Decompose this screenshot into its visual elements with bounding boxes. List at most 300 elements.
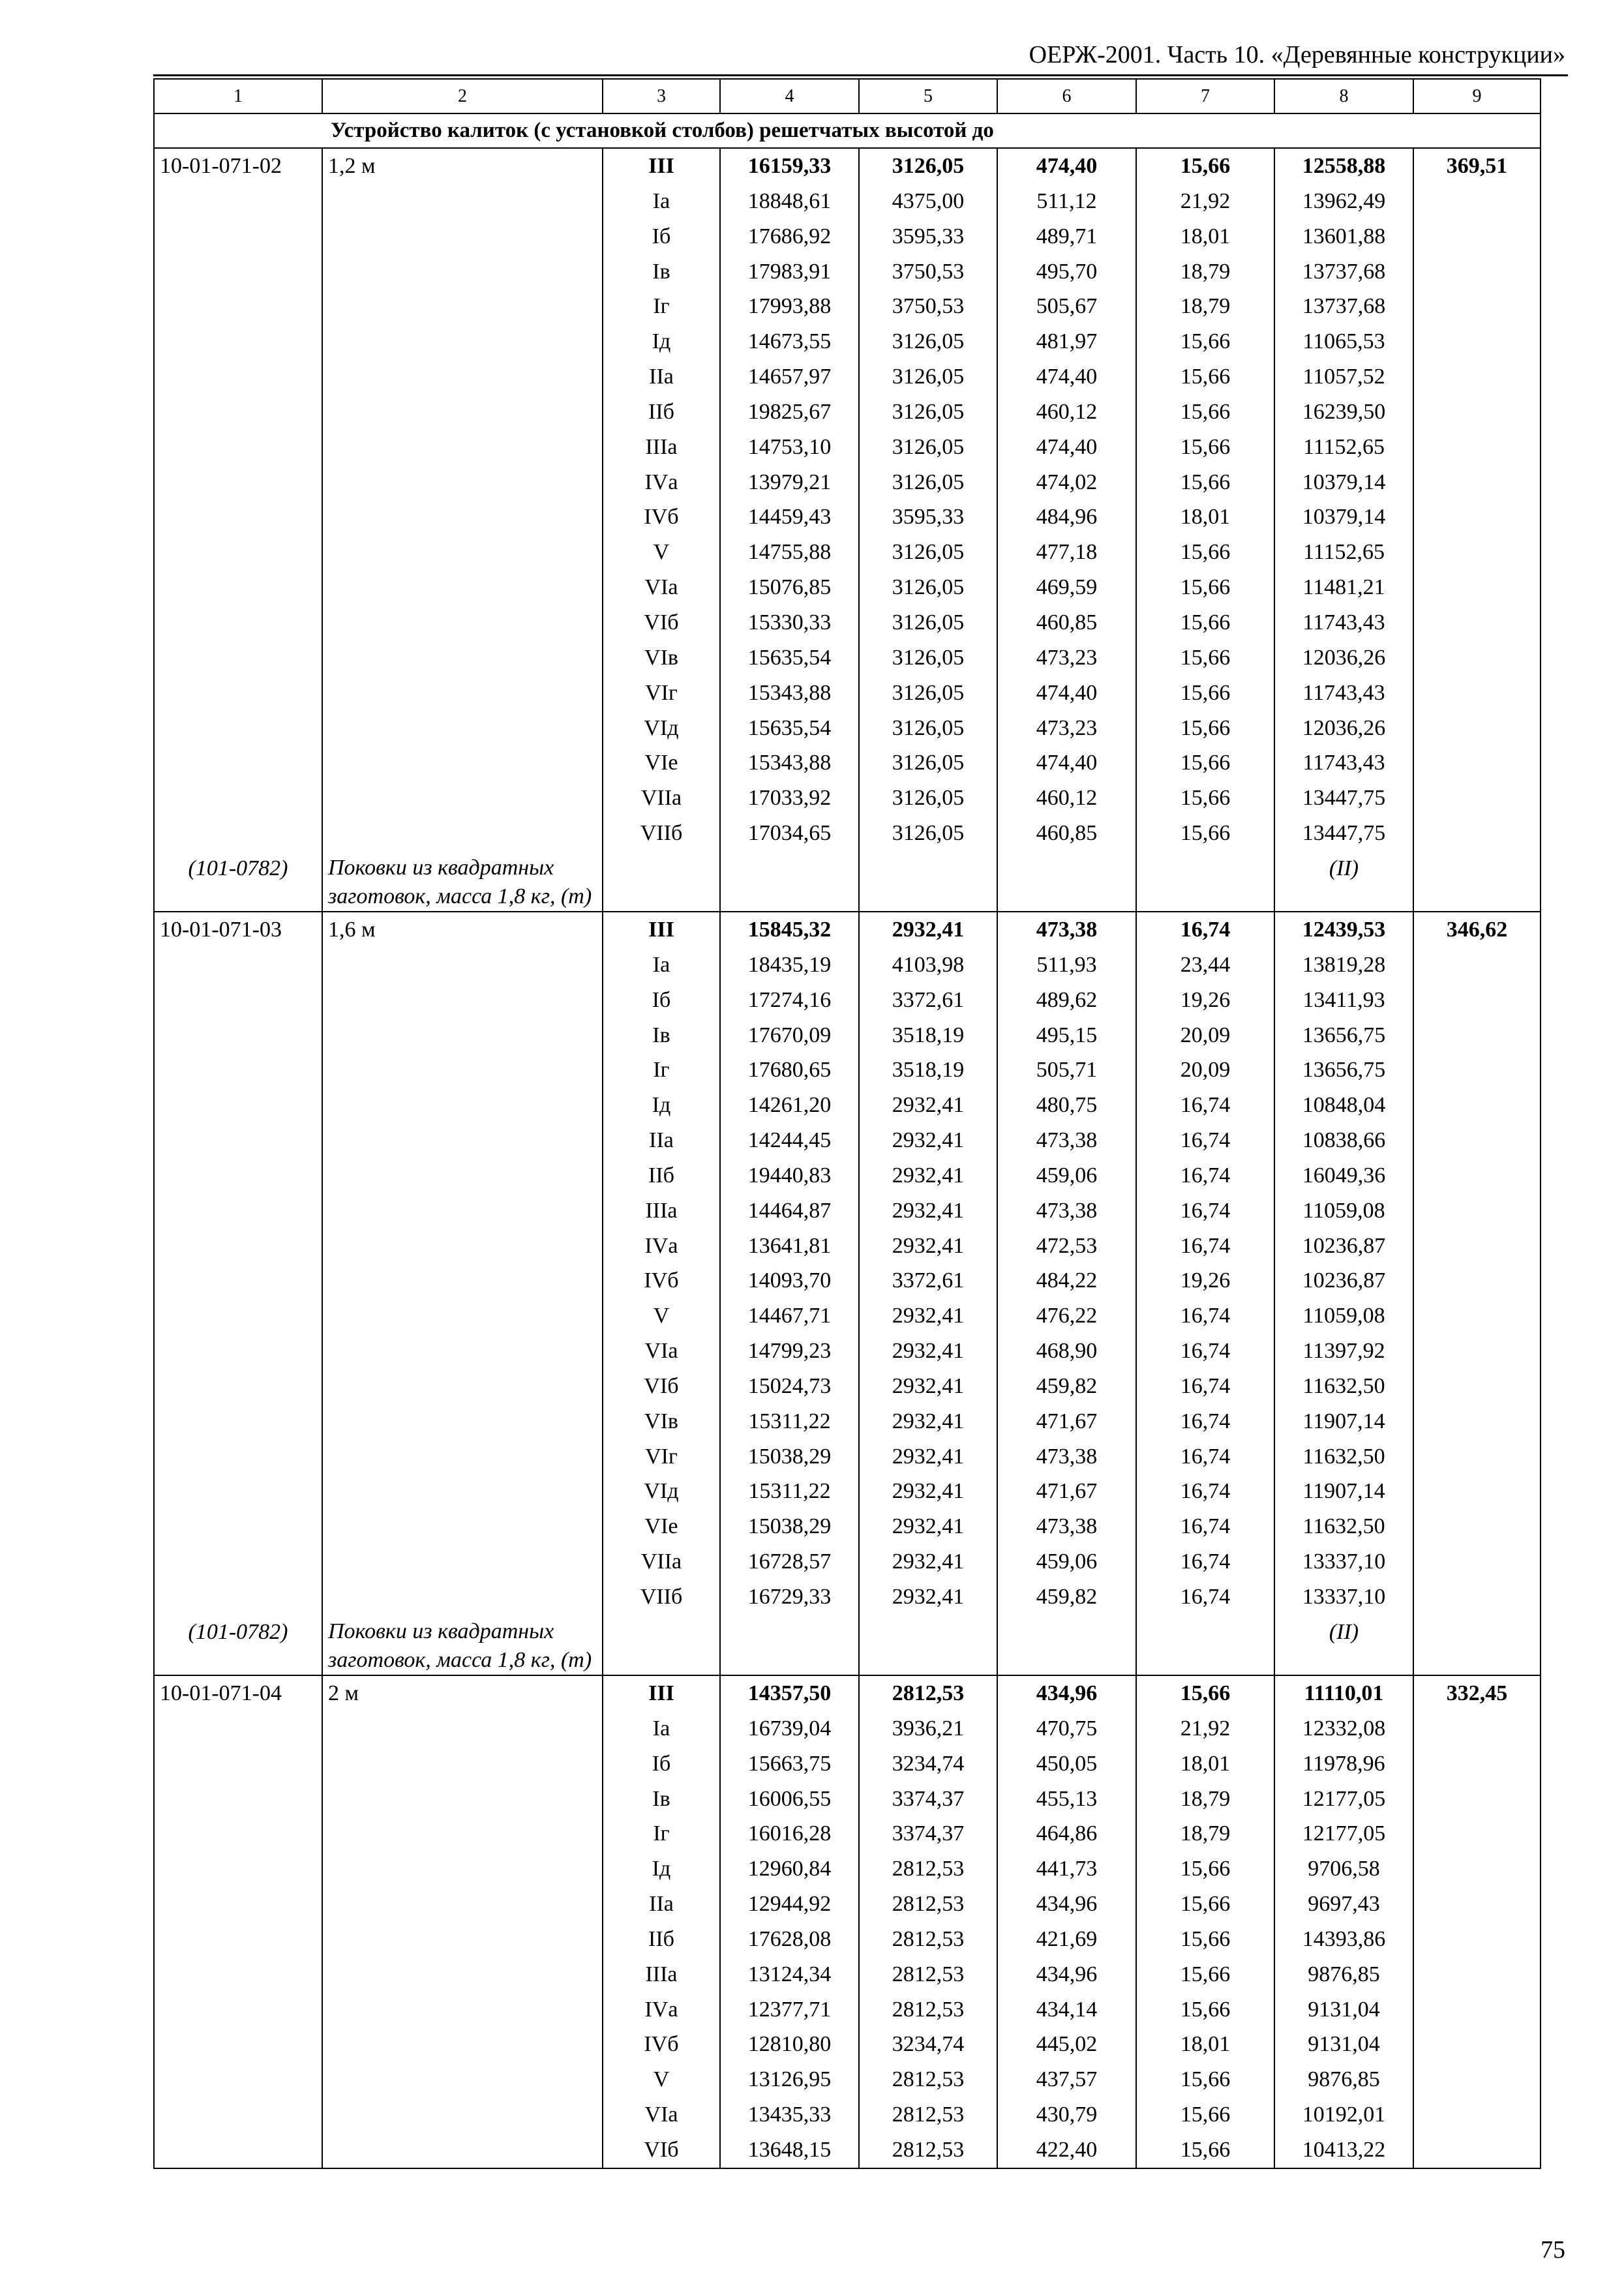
cell-value: 13124,34 (747, 1962, 832, 1986)
cell-value: 16,74 (1180, 1163, 1231, 1188)
cell-value: 2812,53 (892, 2137, 965, 2162)
cell-value: 473,23 (1036, 715, 1098, 740)
cell-value: 476,22 (1036, 1304, 1098, 1328)
cell-value: 12332,08 (1302, 1716, 1386, 1741)
cell-value: 4103,98 (892, 952, 965, 977)
rate-block-row (154, 1675, 1541, 2168)
column-number: 4 (720, 79, 859, 113)
cell-value: 489,62 (1036, 987, 1098, 1012)
cell-value: 2932,41 (892, 1585, 965, 1609)
cell-value: 12439,53 (1302, 917, 1386, 942)
cell-value: 16049,36 (1302, 1163, 1386, 1188)
cell-value: 19,26 (1180, 987, 1231, 1012)
cell-value: 9706,58 (1308, 1857, 1380, 1881)
cell-value: 3595,33 (892, 224, 965, 248)
cell-value: 3595,33 (892, 505, 965, 530)
cell-value: 434,14 (1036, 1997, 1098, 2022)
cell-value: 17033,92 (747, 786, 832, 811)
cell-value: 16016,28 (747, 1821, 832, 1846)
page-number: 75 (1541, 2236, 1565, 2264)
cell-value: 10236,87 (1302, 1233, 1386, 1258)
cell-value: 12177,05 (1302, 1786, 1386, 1811)
cell-value: 13737,68 (1302, 294, 1386, 319)
cell-value: 20,09 (1180, 1023, 1231, 1047)
cell-value: 2812,53 (892, 1857, 965, 1881)
cell-value: VIд (644, 715, 679, 740)
cell-value: III (648, 917, 674, 942)
cell-value: 3126,05 (892, 680, 965, 705)
cell-value: 484,96 (1036, 505, 1098, 530)
cell-value: 13737,68 (1302, 259, 1386, 284)
cell-value: 434,96 (1036, 1892, 1098, 1917)
column-number: 3 (603, 79, 720, 113)
cell-value: 430,79 (1036, 2102, 1098, 2127)
rate-code-cell (154, 912, 322, 1675)
cell-value: 11152,65 (1303, 434, 1385, 459)
rate-code: 10-01-071-02 (160, 154, 282, 178)
cell-value: 13337,10 (1302, 1585, 1386, 1609)
machines-cell (997, 148, 1136, 912)
total-cost-cell (720, 1675, 859, 2168)
cell-value: VIIб (640, 1585, 683, 1609)
cell-value: 471,67 (1036, 1409, 1098, 1433)
cell-value: 3126,05 (892, 715, 965, 740)
cell-value: 11632,50 (1302, 1514, 1385, 1539)
zone-cell (603, 148, 720, 912)
cell-value: 3518,19 (892, 1023, 965, 1047)
cell-value: 14261,20 (747, 1093, 832, 1118)
section-title: Устройство калиток (с установкой столбов) решетчатых высотой до (331, 119, 994, 142)
cell-value: V (653, 1304, 670, 1328)
cell-value: 468,90 (1036, 1339, 1098, 1364)
cell-value: 14244,45 (747, 1128, 832, 1153)
cell-value: IVа (644, 470, 678, 494)
cell-value: 18,79 (1180, 1786, 1231, 1811)
cell-value: 11907,14 (1302, 1409, 1385, 1433)
cell-value: 18435,19 (747, 952, 832, 977)
cell-value: 15,66 (1180, 2067, 1231, 2092)
cell-value: 2812,53 (892, 1681, 965, 1705)
cell-value: Iв (652, 259, 670, 284)
cell-value: 459,06 (1036, 1163, 1098, 1188)
cell-value: 16,74 (1180, 1198, 1231, 1223)
labor-cost: 369,51 (1446, 154, 1508, 178)
cell-value: 437,57 (1036, 2067, 1098, 2092)
column-number: 7 (1136, 79, 1274, 113)
spacer (155, 948, 322, 1615)
cell-value: 15343,88 (747, 751, 832, 775)
cell-value: 2812,53 (892, 1926, 965, 1951)
cell-value: 11110,01 (1304, 1681, 1384, 1705)
cell-value: 473,38 (1036, 1198, 1098, 1223)
cell-value: VIа (644, 575, 678, 600)
cell-value: Iб (652, 224, 671, 248)
cell-value: 14464,87 (747, 1198, 832, 1223)
cell-value: 2932,41 (892, 1163, 965, 1188)
cell-value: Iб (652, 987, 671, 1012)
cell-value: 15,66 (1180, 1681, 1231, 1705)
cell-value: 3126,05 (892, 154, 965, 178)
cell-value: 13648,15 (747, 2137, 832, 2162)
cell-value: 2932,41 (892, 1198, 965, 1223)
cell-value: 495,70 (1036, 259, 1098, 284)
cell-value: 14393,86 (1302, 1926, 1386, 1951)
cell-value: 3936,21 (892, 1716, 965, 1741)
cell-value: 16,74 (1180, 1585, 1231, 1609)
cell-value: 16,74 (1180, 1339, 1231, 1364)
cell-value: 434,96 (1036, 1962, 1098, 1986)
cell-value: 441,73 (1036, 1857, 1098, 1881)
cell-value: 17686,92 (747, 224, 832, 248)
cell-value: 14357,50 (747, 1681, 832, 1705)
cell-value: IIб (648, 1926, 674, 1951)
cell-value: 505,67 (1036, 294, 1098, 319)
column-number: 8 (1274, 79, 1413, 113)
cell-value: 3372,61 (892, 987, 965, 1012)
cell-value: 3126,05 (892, 751, 965, 775)
cell-value: 18,01 (1180, 224, 1231, 248)
cell-value: 12558,88 (1302, 154, 1386, 178)
drivers-wages-cell (1136, 1675, 1274, 2168)
labor-cost-cell (1413, 912, 1541, 1675)
cell-value: 10379,14 (1302, 505, 1386, 530)
cell-value: 473,38 (1036, 1514, 1098, 1539)
cell-value: IVб (644, 1268, 679, 1293)
cell-value: 2812,53 (892, 1997, 965, 2022)
cell-value: 3750,53 (892, 259, 965, 284)
cell-value: IIIа (645, 434, 678, 459)
spacer (155, 184, 322, 851)
cell-value: 3374,37 (892, 1821, 965, 1846)
cell-value: VIIа (640, 786, 682, 811)
material-note: Поковки из квадратных заготовок, масса 1,8 кг, (т) (328, 855, 592, 908)
cell-value: 15,66 (1180, 365, 1231, 389)
cell-value: 15,66 (1180, 821, 1231, 846)
cell-value: 16,74 (1180, 1444, 1231, 1469)
cell-value: 12036,26 (1302, 715, 1386, 740)
cell-value: 16,74 (1180, 1128, 1231, 1153)
cell-value: 455,13 (1036, 1786, 1098, 1811)
wages-cell (859, 912, 997, 1675)
material-code: (101-0782) (188, 856, 288, 880)
cell-value: 18,79 (1180, 1821, 1231, 1846)
column-number: 2 (322, 79, 603, 113)
cell-value: 495,15 (1036, 1023, 1098, 1047)
cell-value: 16729,33 (747, 1585, 832, 1609)
cell-value: 3372,61 (892, 1268, 965, 1293)
cell-value: Iг (653, 294, 670, 319)
cell-value: 18,79 (1180, 294, 1231, 319)
cell-value: 2932,41 (892, 1233, 965, 1258)
cell-value: 3126,05 (892, 645, 965, 670)
cell-value: 15,66 (1180, 2102, 1231, 2127)
cell-value: 16,74 (1180, 1549, 1231, 1574)
cell-value: 3126,05 (892, 821, 965, 846)
cell-value: 3126,05 (892, 540, 965, 565)
materials-cell (1274, 1675, 1413, 2168)
drivers-wages-cell (1136, 148, 1274, 912)
cell-value: 2932,41 (892, 1514, 965, 1539)
cell-value: 17628,08 (747, 1926, 832, 1951)
cell-value: IVб (644, 505, 679, 530)
cell-value: 17034,65 (747, 821, 832, 846)
cell-value: 2932,41 (892, 1479, 965, 1504)
cell-value: 15343,88 (747, 680, 832, 705)
cell-value: 505,71 (1036, 1058, 1098, 1083)
rate-name: 1,6 м (328, 917, 376, 942)
cell-value: 17983,91 (747, 259, 832, 284)
cell-value: 9131,04 (1308, 2032, 1380, 2057)
cell-value: 4375,00 (892, 188, 965, 213)
labor-cost-cell (1413, 1675, 1541, 2168)
spacer (323, 184, 602, 854)
cell-value: 477,18 (1036, 540, 1098, 565)
cell-value: 10379,14 (1302, 470, 1386, 494)
cell-value: 13435,33 (747, 2102, 832, 2127)
total-cost-cell (720, 148, 859, 912)
cell-value: 511,93 (1036, 952, 1097, 977)
material-class: (II) (1329, 1619, 1359, 1644)
cell-value: 2932,41 (892, 1409, 965, 1433)
cell-value: 459,82 (1036, 1585, 1098, 1609)
cell-value: 15,66 (1180, 786, 1231, 811)
cell-value: 13656,75 (1302, 1058, 1386, 1083)
cell-value: 16,74 (1180, 1479, 1231, 1504)
cell-value: 2932,41 (892, 1093, 965, 1118)
cell-value: 470,75 (1036, 1716, 1098, 1741)
cell-value: 21,92 (1180, 188, 1231, 213)
cell-value: 474,40 (1036, 680, 1098, 705)
wages-cell (859, 1675, 997, 2168)
machines-cell (997, 912, 1136, 1675)
column-number-row (154, 79, 1541, 113)
rate-name-cell (322, 1675, 603, 2168)
cell-value: 12960,84 (747, 1857, 832, 1881)
cell-value: 460,85 (1036, 821, 1098, 846)
cell-value: 13337,10 (1302, 1549, 1386, 1574)
cell-value: 2812,53 (892, 1962, 965, 1986)
rate-name: 1,2 м (328, 154, 376, 178)
cell-value: 2932,41 (892, 1128, 965, 1153)
cell-value: 3234,74 (892, 2032, 965, 2057)
cell-value: 11632,50 (1302, 1373, 1385, 1398)
cell-value: VIе (644, 751, 678, 775)
cell-value: 15,66 (1180, 2137, 1231, 2162)
cell-value: 3126,05 (892, 610, 965, 635)
cell-value: 2812,53 (892, 1892, 965, 1917)
cell-value: Iд (652, 1093, 671, 1118)
cell-value: Iв (652, 1023, 670, 1047)
cell-value: 11059,08 (1302, 1304, 1385, 1328)
cell-value: 15,66 (1180, 575, 1231, 600)
cell-value: 474,02 (1036, 470, 1098, 494)
cell-value: 18,01 (1180, 2032, 1231, 2057)
cell-value: 2932,41 (892, 917, 965, 942)
cell-value: 464,86 (1036, 1821, 1098, 1846)
cell-value: 459,82 (1036, 1373, 1098, 1398)
cell-value: 15,66 (1180, 645, 1231, 670)
cell-value: 450,05 (1036, 1751, 1098, 1776)
section-title-row (154, 113, 1541, 148)
cell-value: 16,74 (1180, 1233, 1231, 1258)
cell-value: IIб (648, 399, 674, 424)
cell-value: 12036,26 (1302, 645, 1386, 670)
cell-value: 14459,43 (747, 505, 832, 530)
cell-value: 15311,22 (748, 1409, 831, 1433)
material-code: (101-0782) (188, 1619, 288, 1644)
cell-value: 16,74 (1180, 917, 1231, 942)
cell-value: 14673,55 (747, 329, 832, 354)
cell-value: 16,74 (1180, 1514, 1231, 1539)
column-number: 1 (154, 79, 322, 113)
cell-value: 15,66 (1180, 154, 1231, 178)
cell-value: 11743,43 (1302, 610, 1385, 635)
cell-value: 16239,50 (1302, 399, 1386, 424)
cell-value: 3126,05 (892, 365, 965, 389)
cell-value: 16739,04 (747, 1716, 832, 1741)
rate-name-cell (322, 912, 603, 1675)
cell-value: VIг (645, 680, 678, 705)
cell-value: 511,12 (1036, 188, 1097, 213)
cell-value: 16,74 (1180, 1093, 1231, 1118)
material-note: Поковки из квадратных заготовок, масса 1,8 кг, (т) (328, 1619, 592, 1672)
cell-value: 422,40 (1036, 2137, 1098, 2162)
cell-value: 16006,55 (747, 1786, 832, 1811)
rate-code: 10-01-071-03 (160, 917, 282, 942)
cell-value: IIIа (645, 1962, 678, 1986)
cell-value: 17680,65 (747, 1058, 832, 1083)
cell-value: IVа (644, 1997, 678, 2022)
cell-value: 3126,05 (892, 329, 965, 354)
cell-value: IVб (644, 2032, 679, 2057)
cell-value: 3374,37 (892, 1786, 965, 1811)
cell-value: V (653, 540, 670, 565)
labor-cost: 332,45 (1446, 1681, 1508, 1705)
cell-value: 3126,05 (892, 575, 965, 600)
cell-value: 12377,71 (747, 1997, 832, 2022)
cell-value: VIв (644, 1409, 678, 1433)
cell-value: 3126,05 (892, 786, 965, 811)
cell-value: 3518,19 (892, 1058, 965, 1083)
cell-value: 15,66 (1180, 1857, 1231, 1881)
cell-value: 13819,28 (1302, 952, 1386, 977)
cell-value: III (648, 154, 674, 178)
cell-value: 13641,81 (747, 1233, 832, 1258)
cell-value: 14755,88 (747, 540, 832, 565)
cell-value: 481,97 (1036, 329, 1098, 354)
material-class: (II) (1329, 856, 1359, 880)
drivers-wages-cell (1136, 912, 1274, 1675)
cell-value: 474,40 (1036, 751, 1098, 775)
cell-value: 473,38 (1036, 917, 1098, 942)
cell-value: 13979,21 (747, 470, 832, 494)
cell-value: 14799,23 (747, 1339, 832, 1364)
cell-value: 16159,33 (747, 154, 832, 178)
cell-value: 17274,16 (747, 987, 832, 1012)
labor-cost: 346,62 (1446, 917, 1508, 942)
cell-value: 471,67 (1036, 1479, 1098, 1504)
column-number: 6 (997, 79, 1136, 113)
cell-value: 9697,43 (1308, 1892, 1380, 1917)
cell-value: 15024,73 (747, 1373, 832, 1398)
cell-value: 18,01 (1180, 1751, 1231, 1776)
header-rule (153, 74, 1568, 76)
cell-value: 16728,57 (747, 1549, 832, 1574)
cell-value: 473,23 (1036, 645, 1098, 670)
cell-value: VIб (644, 1373, 679, 1398)
total-cost-cell (720, 912, 859, 1675)
cell-value: Iг (653, 1058, 670, 1083)
cell-value: 460,12 (1036, 786, 1098, 811)
cell-value: VIа (644, 1339, 678, 1364)
spacer (323, 948, 602, 1617)
cell-value: 18,01 (1180, 505, 1231, 530)
zone-cell (603, 912, 720, 1675)
price-table (153, 78, 1541, 2169)
rate-code-cell (154, 1675, 322, 2168)
cell-value: VIв (644, 645, 678, 670)
running-header: ОЕРЖ-2001. Часть 10. «Деревянные конструкции» (1029, 41, 1565, 68)
cell-value: 15330,33 (747, 610, 832, 635)
rate-code-cell (154, 148, 322, 912)
materials-cell (1274, 148, 1413, 912)
cell-value: 15,66 (1180, 715, 1231, 740)
cell-value: 11059,08 (1302, 1198, 1385, 1223)
cell-value: 11481,21 (1302, 575, 1385, 600)
cell-value: 3126,05 (892, 434, 965, 459)
cell-value: 3750,53 (892, 294, 965, 319)
rate-name-cell (322, 148, 603, 912)
cell-value: 13601,88 (1302, 224, 1386, 248)
cell-value: 17993,88 (747, 294, 832, 319)
rate-code: 10-01-071-04 (160, 1681, 282, 1705)
cell-value: 15076,85 (747, 575, 832, 600)
cell-value: 13411,93 (1302, 987, 1385, 1012)
cell-value: 3126,05 (892, 470, 965, 494)
cell-value: 12810,80 (747, 2032, 832, 2057)
cell-value: VIд (644, 1479, 679, 1504)
cell-value: 11743,43 (1302, 751, 1385, 775)
cell-value: VIа (644, 2102, 678, 2127)
cell-value: 10413,22 (1302, 2137, 1386, 2162)
rate-block-row (154, 912, 1541, 1675)
cell-value: 2932,41 (892, 1444, 965, 1469)
cell-value: 15845,32 (747, 917, 832, 942)
cell-value: 15,66 (1180, 329, 1231, 354)
cell-value: VIб (644, 2137, 679, 2162)
cell-value: 15663,75 (747, 1751, 832, 1776)
cell-value: Iа (652, 1716, 670, 1741)
cell-value: VIIб (640, 821, 683, 846)
cell-value: 15,66 (1180, 1997, 1231, 2022)
cell-value: Iв (652, 1786, 670, 1811)
cell-value: 10192,01 (1302, 2102, 1386, 2127)
cell-value: 15311,22 (748, 1479, 831, 1504)
cell-value: VIг (645, 1444, 678, 1469)
cell-value: 20,09 (1180, 1058, 1231, 1083)
cell-value: 2932,41 (892, 1339, 965, 1364)
cell-value: 13447,75 (1302, 821, 1386, 846)
cell-value: Iб (652, 1751, 671, 1776)
labor-cost-cell (1413, 148, 1541, 912)
cell-value: 14467,71 (747, 1304, 832, 1328)
cell-value: 473,38 (1036, 1444, 1098, 1469)
cell-value: Iа (652, 188, 670, 213)
cell-value: 469,59 (1036, 575, 1098, 600)
cell-value: Iд (652, 329, 671, 354)
cell-value: 18,79 (1180, 259, 1231, 284)
cell-value: 23,44 (1180, 952, 1231, 977)
